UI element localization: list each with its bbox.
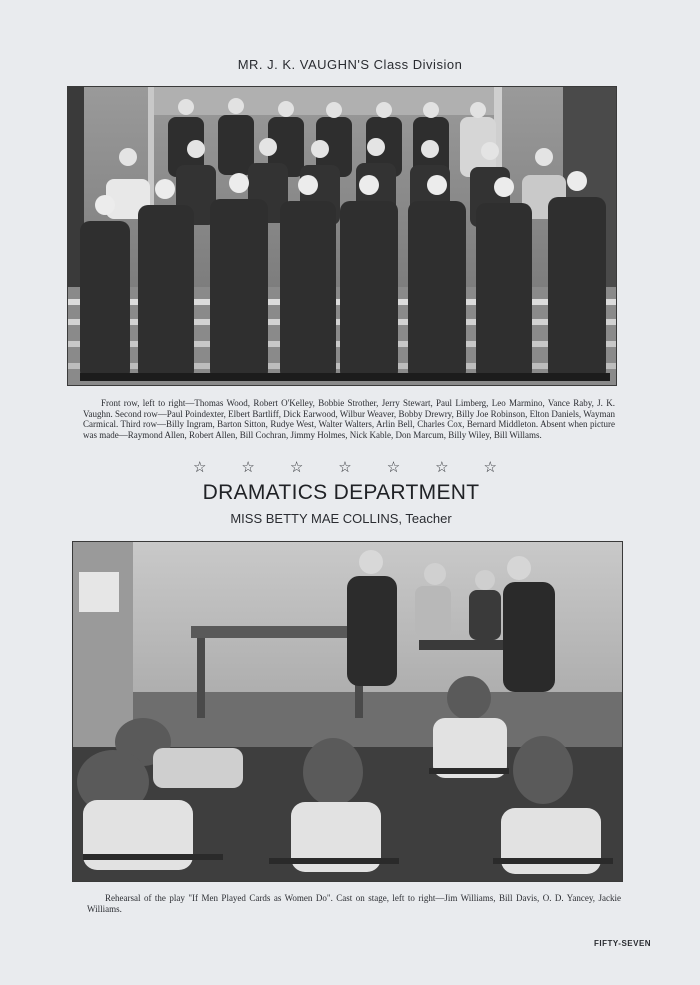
star-icon: ☆ — [338, 458, 352, 476]
star-icon: ☆ — [193, 458, 207, 476]
class-division-heading: MR. J. K. VAUGHN'S Class Division — [237, 57, 463, 72]
star-icon: ☆ — [241, 458, 255, 476]
star-icon: ☆ — [386, 458, 401, 476]
class-group-photo-graphic — [68, 87, 616, 385]
rehearsal-photo — [72, 541, 623, 882]
class-group-photo — [67, 86, 617, 386]
rehearsal-caption: Rehearsal of the play "If Men Played Cards as Women Do". Cast on stage, left to right—Jim Williams, Bill Davis, O. D. Yancey, Jackie Williams. — [87, 893, 621, 914]
star-icon: ☆ — [435, 458, 449, 476]
dramatics-title: DRAMATICS DEPARTMENT — [202, 481, 480, 504]
dramatics-teacher: MISS BETTY MAE COLLINS, Teacher — [230, 511, 452, 526]
class-division-caption: Front row, left to right—Thomas Wood, Robert O'Kelley, Bobbie Strother, Jerry Stewart, Paul Limberg, Leo Marmino, Vance Raby, J. K. Vaughn. Second row—Paul Poindexter, Elbert Bartliff, Dick Earwood, Wilbur Weaver, Bobby Drewry, Billy Joe Robinson, Elton Daniels, Wayman Carmical. Third row—Billy Ingram, Barton Sitton, Rudye West, Walter Walters, Arlin Bell, Charles Cox, Bernard Middleton. Absent when picture was made—Raymond Allen, Robert Allen, Bill Cochran, Jimmy Holmes, Nick Kable, Don Marcum, Billy Wiley, Bill Willams. — [83, 398, 615, 440]
rehearsal-photo-graphic — [73, 542, 622, 881]
star-icon: ☆ — [289, 458, 304, 476]
page-number: FIFTY-SEVEN — [594, 939, 652, 948]
star-icon: ☆ — [483, 458, 497, 476]
star-divider — [193, 458, 497, 476]
